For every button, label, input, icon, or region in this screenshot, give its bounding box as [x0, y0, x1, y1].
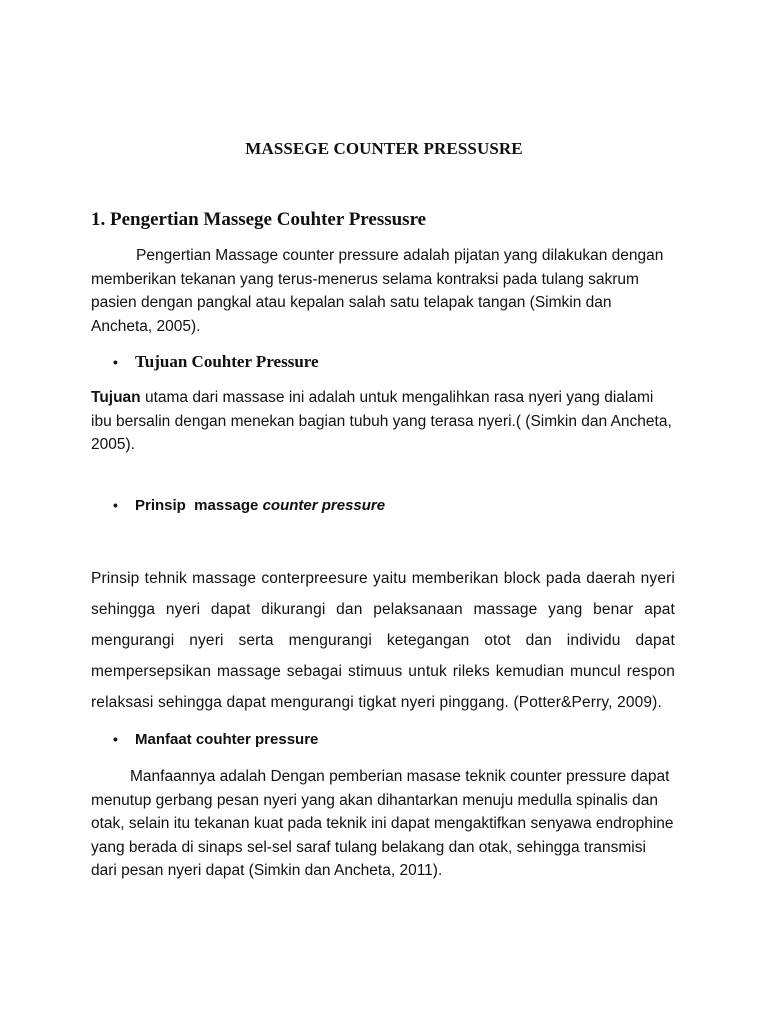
bullet-marker: • — [113, 354, 118, 370]
bullet-marker: • — [113, 731, 118, 747]
section-heading-pengertian: 1. Pengertian Massege Couhter Pressusre — [91, 209, 427, 230]
pengertian-paragraph: Pengertian Massage counter pressure adalah pijatan yang dilakukan dengan memberikan tekanan yang terus-menerus selama kontraksi pada tulang sakrum pasien dengan pangkal atau kepalan salah satu telapak tangan (Simkin dan Ancheta, 2005). — [91, 247, 664, 335]
prinsip-paragraph: Prinsip tehnik massage conterpreesure yaitu memberikan block pada daerah nyeri sehingga nyeri dapat dikurangi dan pelaksanaan massage yang benar apat mengurangi nyeri serta mengurangi ketegangan otot dan individu dapat mempersepsikan massage sebagai stimuus untuk rileks kemudian muncul respon relaksasi sehingga dapat mengurangi tigkat nyeri pinggang. (Potter&Perry, 2009). — [91, 570, 675, 711]
tujuan-bold-lead: Tujuan — [91, 389, 141, 406]
bullet-label-prinsip-plain: Prinsip massage — [135, 497, 263, 514]
bullet-item-manfaat — [113, 731, 318, 748]
document-title: MASSEGE COUNTER PRESSUSRE — [245, 139, 523, 158]
bullet-label-prinsip-italic: counter pressure — [262, 497, 386, 514]
bullet-label-manfaat: Manfaat couhter pressure — [135, 731, 319, 748]
tujuan-paragraph-text: utama dari massase ini adalah untuk mengalihkan rasa nyeri yang dialami ibu bersalin dengan menekan bagian tubuh yang terasa nyeri.( (Simkin dan Ancheta, 2005). — [91, 389, 672, 453]
bullet-label-tujuan: Tujuan Couhter Pressure — [135, 352, 319, 371]
bullet-marker: • — [113, 497, 118, 513]
bullet-item-prinsip — [113, 497, 385, 514]
manfaat-paragraph: Manfaannya adalah Dengan pemberian masase teknik counter pressure dapat menutup gerbang pesan nyeri yang akan dihantarkan menuju medulla spinalis dan otak, selain itu tekanan kuat pada teknik ini dapat mengaktifkan senyawa endrophine yang berada di sinaps sel-sel saraf tulang belakang dan otak, sehingga transmisi dari pesan nyeri dapat (Simkin dan Ancheta, 2011). — [91, 768, 674, 879]
bullet-label-prinsip — [135, 497, 385, 514]
bullet-item-tujuan — [113, 352, 319, 372]
tujuan-paragraph — [91, 386, 675, 457]
